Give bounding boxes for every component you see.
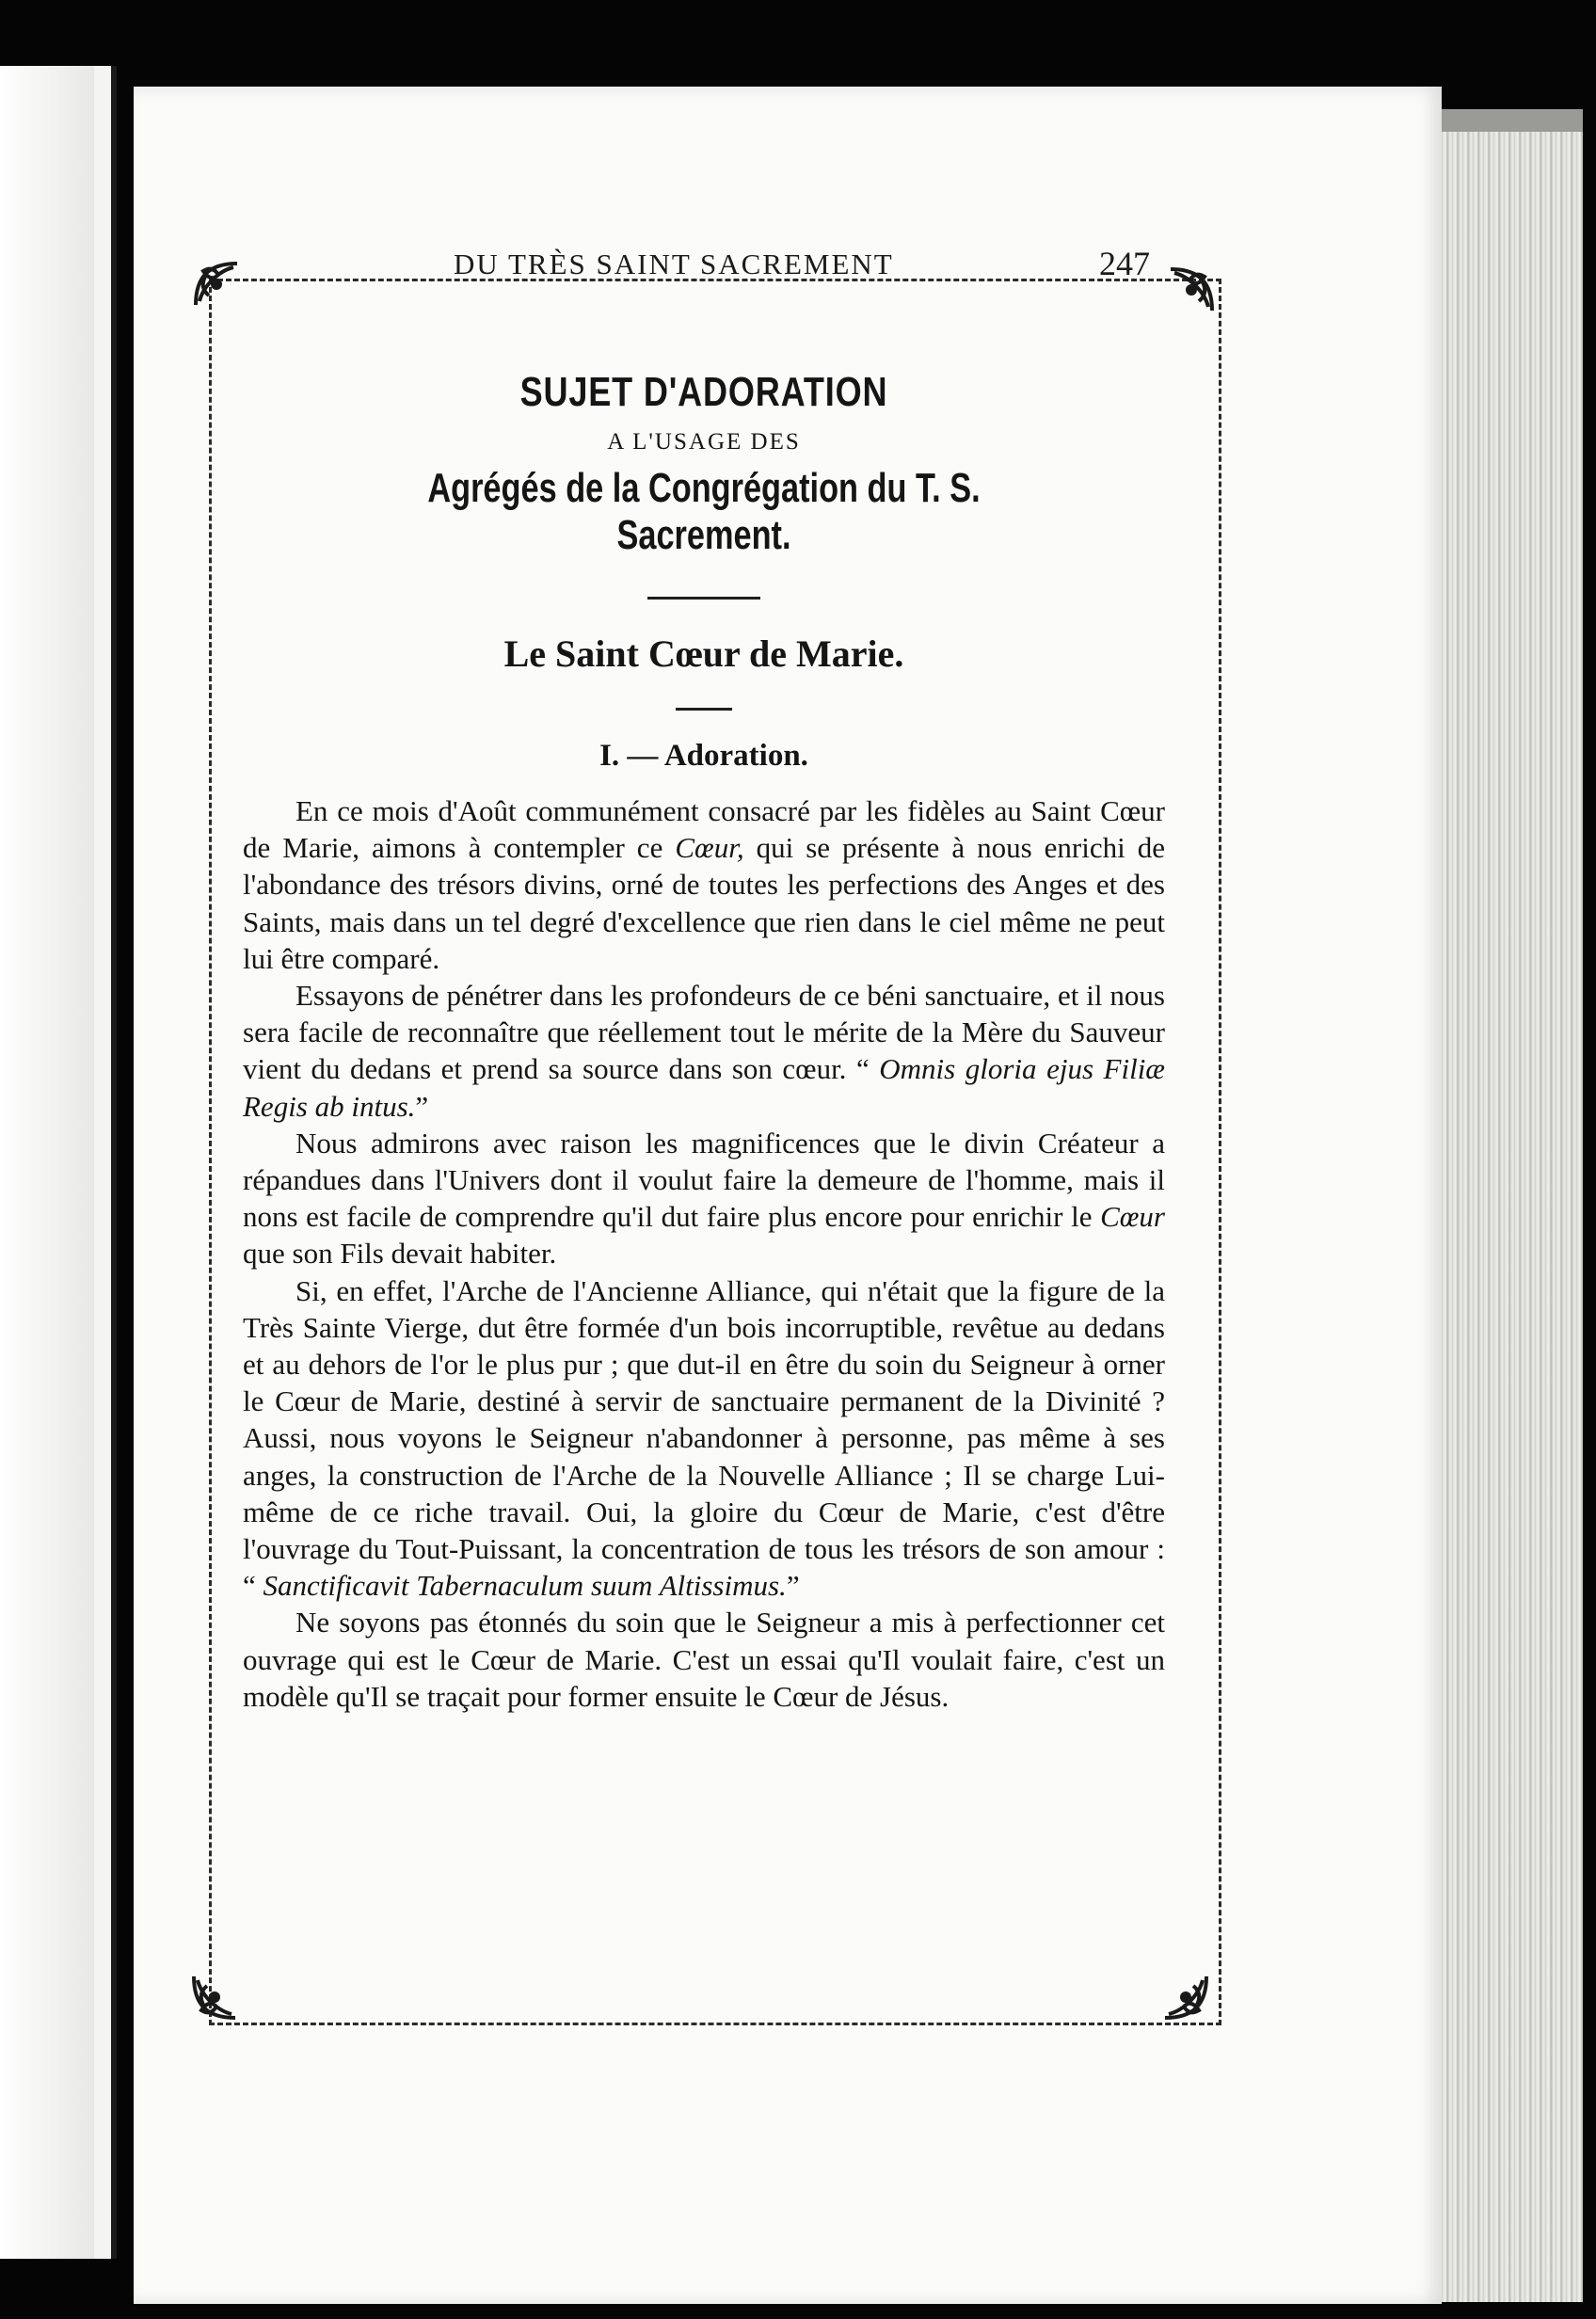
body-paragraph: [243, 1272, 1165, 1605]
main-title: SUJET D'ADORATION: [519, 369, 888, 415]
text-run: que son Fils devait habiter.: [243, 1237, 557, 1271]
corner-ornament-icon: [190, 258, 243, 311]
title-divider: [647, 597, 760, 600]
body-text: [243, 792, 1165, 1715]
text-run: Si, en effet, l'Arche de l'Ancienne Alliance, qui n'était que la figure de la Très Sainte Vierge, dut être formée d'un bois incorruptible, revêtue au dedans et au dehors de l'or le plus pur ; que dut-il en être du soin du Seigneur à orner le Cœur de Marie, destiné à servir de sanctuaire permanent de la Divinité ? Aussi, nous voyons le Seigneur n'abandonner à personne, pas même à ses anges, la construction de l'Arche de la Nouvelle Alliance ; Il se charge Lui-même de ce riche travail. Oui, la gloire du Cœur de Marie, c'est d'être l'ouvrage du Tout-Puissant, la concentration de tous les trésors de son amour : “: [243, 1273, 1165, 1603]
text-run: En ce mois d'Août communément consacré par les fidèles au Saint Cœur de Marie, aimons à contempler ce: [243, 794, 1165, 865]
page-stack-edge: [1432, 109, 1583, 2302]
corner-ornament-icon: [188, 1971, 241, 2023]
italic-phrase: Cœur,: [675, 831, 744, 865]
running-title: DU TRÈS SAINT SACREMENT: [454, 248, 894, 280]
previous-page-surface: [0, 66, 94, 2259]
subject-divider: [676, 708, 732, 711]
text-run: Ne soyons pas étonnés du soin que le Seigneur a mis à perfectionner cet ouvrage qui est le Cœur de Marie. C'est un essai qu'Il voulait faire, c'est un modèle qu'Il se traçait pour former ensuite le Cœur de Jésus.: [243, 1606, 1165, 1713]
usage-line: A L'USAGE DES: [607, 429, 801, 455]
section-title: I. — Adoration.: [599, 739, 808, 773]
italic-phrase: Cœur: [1100, 1200, 1165, 1234]
text-run: Nous admirons avec raison les magnificences que le divin Créateur a répandues dans l'Univers dont il voulut faire la demeure de l'homme, mais il nons est facile de comprendre qu'il dut faire plus encore pour enrichir le: [243, 1126, 1165, 1234]
text-run: ”: [786, 1569, 800, 1603]
corner-ornament-icon: [1165, 264, 1218, 316]
corner-ornament-icon: [1159, 1971, 1212, 2023]
subject-title: Le Saint Cœur de Marie.: [503, 632, 904, 675]
previous-page-edge: [0, 66, 117, 2259]
italic-phrase: Sanctificavit Tabernaculum suum Altissimus.: [263, 1569, 787, 1603]
body-paragraph: [243, 1125, 1165, 1272]
body-paragraph: [243, 792, 1165, 977]
body-paragraph: [243, 1604, 1165, 1715]
page-content: [243, 369, 1165, 1715]
congregation-title: Agrégés de la Congrégation du T. S. Sacrement.: [427, 465, 981, 558]
page-number: 247: [1099, 245, 1150, 282]
text-run: qui se présente à nous enrichi de l'abondance des trésors divins, orné de toutes les perfections des Anges et des Saints, mais dans un tel degré d'excellence que rien dans le ciel même ne peut lui être comparé.: [243, 831, 1165, 975]
page-stack-top: [1432, 109, 1583, 132]
text-run: ”: [415, 1089, 429, 1123]
text-run: Essayons de pénétrer dans les profondeurs de ce béni sanctuaire, et il nous sera facile de reconnaître que réellement tout le mérite de la Mère du Sauveur vient du dedans et prend sa source dans son cœur. “: [243, 979, 1165, 1086]
body-paragraph: [243, 977, 1165, 1125]
italic-phrase: Omnis gloria ejus Filiæ Regis ab intus.: [243, 1052, 1165, 1123]
